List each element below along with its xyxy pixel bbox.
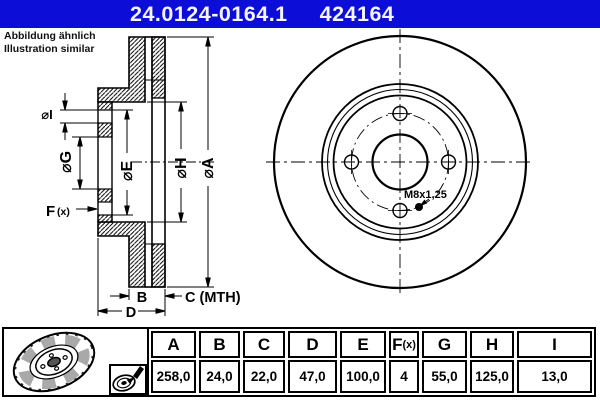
dim-label-dia-i: ⌀I — [41, 107, 53, 122]
mounting-tool-cell — [109, 364, 147, 395]
section-plate-bottom-left — [98, 222, 145, 287]
note-line-de: Abbildung ähnlich — [4, 30, 96, 42]
section-plate-top-left — [98, 37, 145, 102]
col-value-c: 22,0 — [243, 360, 285, 393]
col-value-b: 24,0 — [199, 360, 240, 393]
table-columns — [149, 329, 594, 395]
col-header-g: G — [422, 331, 467, 358]
thread-label: M8x1,25 — [404, 189, 447, 201]
brake-disc-perspective-icon — [7, 330, 99, 394]
title-bar — [0, 0, 600, 28]
col-value-f: 4 — [389, 360, 419, 393]
cross-section-view — [98, 37, 216, 287]
col-value-i: 13,0 — [517, 360, 592, 393]
set-screw-hole — [415, 203, 423, 211]
dimension-table — [2, 327, 596, 397]
table-icon-cell — [4, 329, 149, 395]
dim-label-f: F — [46, 203, 56, 220]
dim-label-dia-h: ⌀H — [173, 157, 190, 179]
reference-number: 424164 — [319, 1, 395, 26]
section-flange — [98, 102, 112, 222]
col-header-a: A — [151, 331, 196, 358]
similarity-note — [4, 30, 96, 56]
dim-label-c: C (MTH) — [185, 290, 241, 306]
dim-label-dia-g: ⌀G — [58, 150, 75, 174]
section-hatch-right-top — [152, 37, 165, 98]
dim-label-b: B — [136, 290, 148, 306]
col-value-a: 258,0 — [151, 360, 196, 393]
col-value-h: 125,0 — [470, 360, 514, 393]
col-value-e: 100,0 — [340, 360, 386, 393]
col-header-b: B — [199, 331, 240, 358]
col-header-d: D — [288, 331, 337, 358]
note-line-en: Illustration similar — [4, 43, 95, 55]
mounting-tool-icon — [111, 366, 145, 393]
dim-label-f-sub: (x) — [57, 206, 70, 218]
col-value-d: 47,0 — [288, 360, 337, 393]
col-header-h: H — [470, 331, 514, 358]
col-header-i: I — [517, 331, 592, 358]
dim-label-d: D — [125, 305, 137, 321]
dim-label-dia-a: ⌀A — [200, 157, 217, 179]
dim-label-dia-e: ⌀E — [119, 160, 136, 182]
front-view — [266, 29, 534, 296]
section-hatch-right-bottom — [152, 244, 165, 287]
col-header-f: F (x) — [389, 331, 419, 358]
part-number: 24.0124-0164.1 — [130, 1, 288, 26]
col-value-g: 55,0 — [422, 360, 467, 393]
col-header-e: E — [340, 331, 386, 358]
col-header-c: C — [243, 331, 285, 358]
